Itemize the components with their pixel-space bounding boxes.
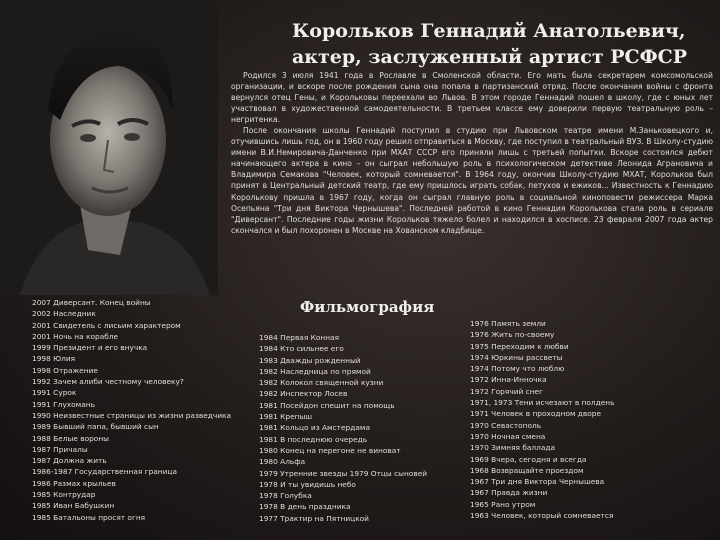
title-line-2: актер, заслуженный артист РСФСР <box>292 46 688 68</box>
film-entry: 1991 Глухомань <box>32 399 95 409</box>
film-entry: 1986 Размах крыльев <box>32 478 116 488</box>
film-entry: 1978 И ты увидишь небо <box>259 479 356 489</box>
film-entry: 1998 Отражение <box>32 365 98 375</box>
film-entry: 1969 Вчера, сегодня и всегда <box>470 454 587 464</box>
film-entry: 1981 Крепыш <box>259 412 313 422</box>
film-entry: 1965 Рано утром <box>470 499 536 509</box>
film-entry: 1987 Должна жить <box>32 456 107 466</box>
film-entry: 1963 Человек, который сомневается <box>470 511 614 521</box>
film-entry: 1970 Зимняя баллада <box>470 443 556 453</box>
film-entry: 1980 Конец на перегоне не виноват <box>259 445 401 455</box>
film-entry: 2002 Наследник <box>32 309 96 319</box>
film-entry: 1968 Возвращайте проездом <box>470 465 584 475</box>
film-entry: 1986-1987 Государственная граница <box>32 467 177 477</box>
filmography-list-col-2 <box>259 332 427 524</box>
film-entry: 1977 Трактир на Пятницкой <box>259 513 369 523</box>
film-entry: 1981 Кольцо из Амстердама <box>259 423 370 433</box>
page-title <box>292 18 712 70</box>
film-entry: 1982 Колокол священной кузни <box>259 378 384 388</box>
film-entry: 1985 Батальоны просят огня <box>32 512 146 522</box>
film-entry: 1967 Правда жизни <box>470 488 548 498</box>
film-entry: 1982 Наследница по прямой <box>259 366 371 376</box>
biography-text <box>231 70 713 236</box>
film-entry: 1992 Зачем алиби честному человеку? <box>32 377 184 387</box>
film-entry: 1983 Дважды рожденный <box>259 355 361 365</box>
film-entry: 1976 Жить по-своему <box>470 330 555 340</box>
bio-paragraph: Родился 3 июля 1941 года в Рославле в Смоленской области. Его мать была секретарем комсомольской организации, и вскоре после рождения сына она попала в партизанский отряд. После окончания войны с фронта вернулся отец Гены, и Корольковы переехали во Львов. В этом городе Геннадий пошел в школу, где с юных лет участвовал в художественной самодеятельности. В третьем классе ему доверили первую театральную роль – негритенка. <box>231 71 713 125</box>
filmography-list-col-1 <box>32 297 231 523</box>
film-entry: 2001 Ночь на корабле <box>32 331 119 341</box>
film-entry: 1978 В день праздника <box>259 502 351 512</box>
film-entry: 1967 Три дня Виктора Чернышева <box>470 477 605 487</box>
film-entry: 1970 Севастополь <box>470 420 542 430</box>
film-entry: 1975 Переходим к любви <box>470 341 569 351</box>
film-entry: 1984 Кто сильнее его <box>259 344 344 354</box>
film-entry: 1985 Иван Бабушкин <box>32 501 115 511</box>
film-entry: 1970 Ночная смена <box>470 431 546 441</box>
film-entry: 1988 Белые вороны <box>32 433 109 443</box>
film-entry: 1989 Бывший папа, бывший сын <box>32 422 159 432</box>
film-entry: 1971, 1973 Тени исчезают в полдень <box>470 398 615 408</box>
film-entry: 1999 Президент и его внучка <box>32 343 148 353</box>
film-entry: 1990 Неизвестные страницы из жизни разведчика <box>32 410 232 420</box>
filmography-list-col-3 <box>470 318 614 521</box>
film-entry: 1984 Первая Конная <box>259 333 340 342</box>
film-entry: 1998 Юлия <box>32 354 76 364</box>
actor-portrait-photo <box>0 0 218 295</box>
film-entry: 1972 Инна-Инночка <box>470 375 547 385</box>
title-line-1: Корольков Геннадий Анатольевич, <box>292 20 686 42</box>
film-entry: 1991 Сурок <box>32 388 77 398</box>
film-entry: 1974 Потому что люблю <box>470 364 565 374</box>
film-entry: 1985 Контрудар <box>32 490 96 500</box>
film-entry: 1974 Юркины рассветы <box>470 352 563 362</box>
film-entry: 1987 Причалы <box>32 444 88 454</box>
film-entry: 1979 Утренние звезды 1979 Отцы сыновей <box>259 468 428 478</box>
film-entry: 1972 Горячий снег <box>470 386 543 396</box>
film-entry: 2007 Диверсант. Конец войны <box>32 298 151 307</box>
film-entry: 1981 Посейдон спешит на помощь <box>259 400 395 410</box>
portrait-illustration <box>0 0 218 295</box>
film-entry: 1980 Альфа <box>259 457 306 467</box>
film-entry: 1978 Голубка <box>259 491 312 501</box>
filmography-heading: Фильмография <box>300 298 435 316</box>
film-entry: 1971 Человек в проходном дворе <box>470 409 601 419</box>
bio-paragraph: После окончания школы Геннадий поступил в студию при Львовском театре имени М.Заньковецкого и, отучившись лишь год, он в 1960 году решил отправиться в Москву, где поступил в театральный ВУЗ. В Школу-студию имени В.И.Немировича-Данченко при МХАТ СССР его приняли лишь с третьей попытки. Вскоре состоялся дебют начинающего актера в кино – он сыграл небольшую роль в психологическом детективе Леонида Аграновича и Владимира Семакова "Человек, который сомневается". В 1964 году, окончив Школу-студию МХАТ, Корольков был принят в Центральный детский театр, где ему пришлось играть собак, петухов и ежиков... Известность к Геннадию Королькову пришла в 1967 году, когда он сыграл главную роль в социальной киноповести режиссера Марка Осепьяна "Три дня Виктора Чернышева". Последней работой в кино Геннадия Королькова стала роль в сериале "Диверсант". Последние годы жизни Корольков тяжело болел и находился в хосписе. 23 февраля 2007 года актер скончался и был похоронен в Москве на Хованском кладбище. <box>231 126 713 235</box>
film-entry: 1981 В последнюю очередь <box>259 434 368 444</box>
film-entry: 2001 Свидетель с лисьим характером <box>32 320 181 330</box>
film-entry: 1976 Память земли <box>470 319 546 328</box>
film-entry: 1982 Инспектор Лосев <box>259 389 348 399</box>
